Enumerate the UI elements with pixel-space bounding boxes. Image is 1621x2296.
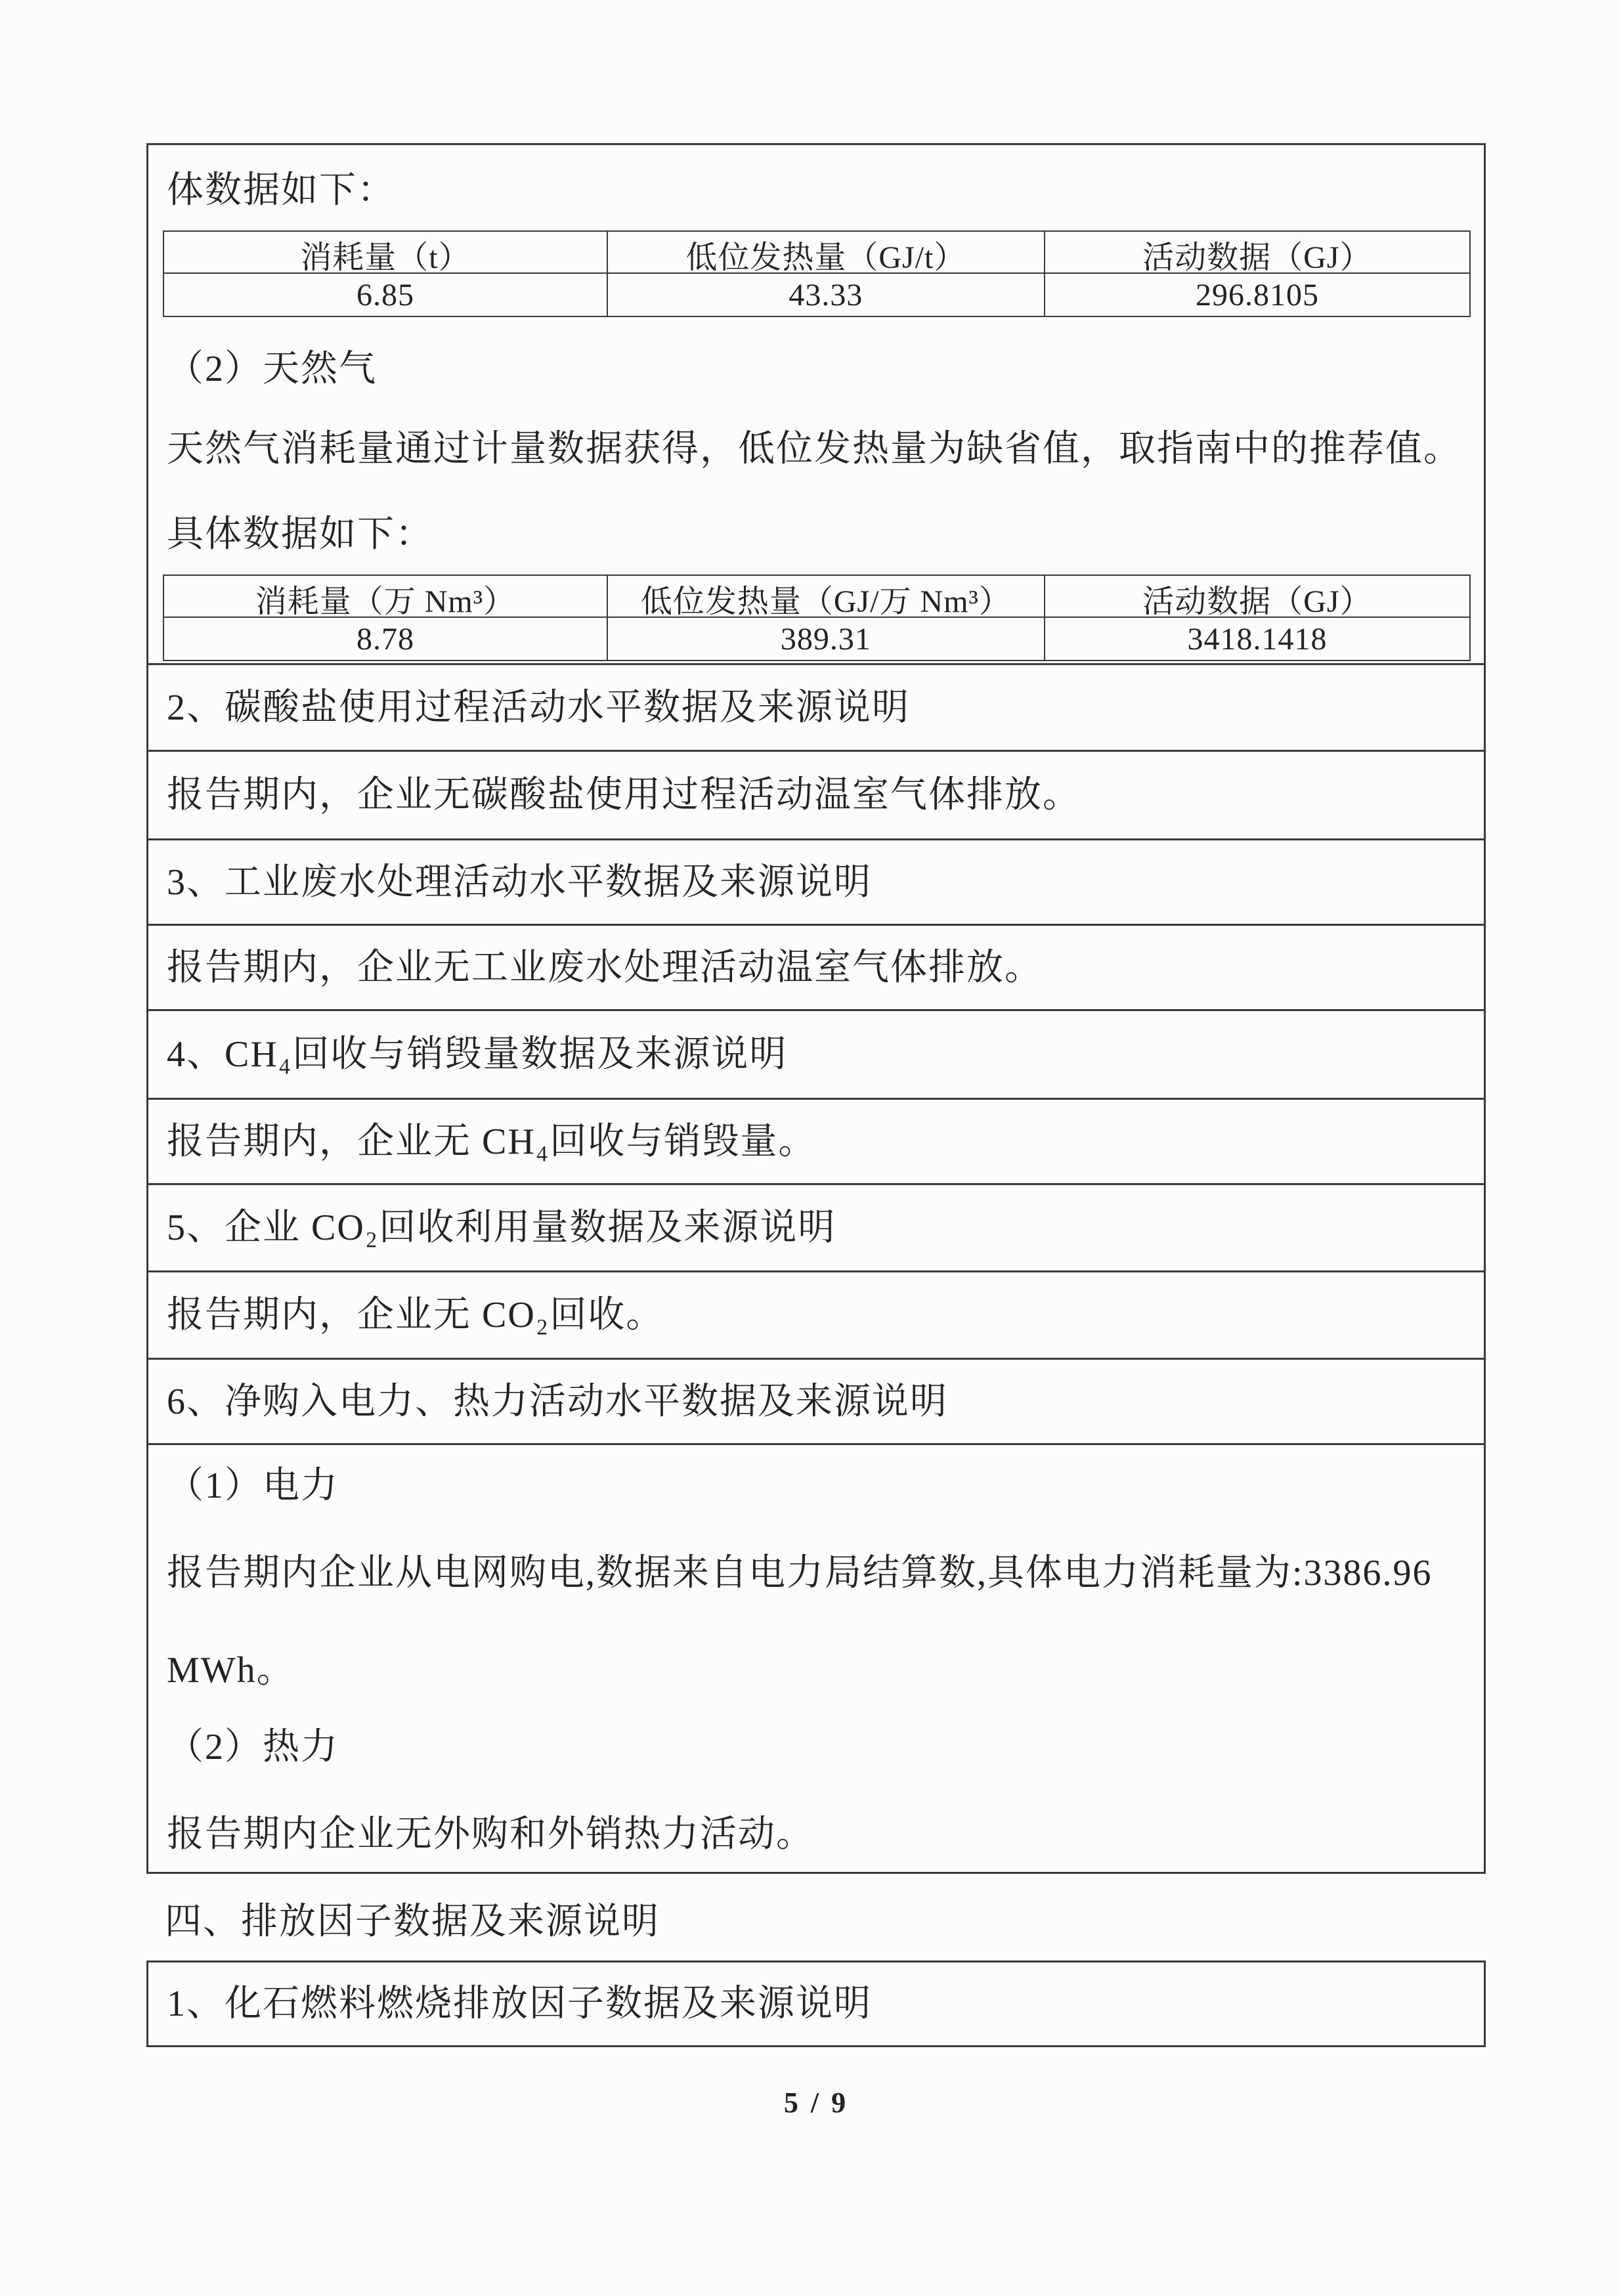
gas-header-heating-value: 低位发热量（GJ/万 Nm³） (608, 576, 1045, 621)
natural-gas-data-intro: 具体数据如下： (167, 514, 433, 555)
emission-factor-section-title: 1、化石燃料燃烧排放因子数据及来源说明 (167, 1983, 872, 2024)
fuel-header-heating-value: 低位发热量（GJ/t） (608, 232, 1045, 277)
gas-header-consumption: 消耗量（万 Nm³） (164, 576, 608, 621)
gas-table-header-row (164, 576, 1469, 618)
section-4-body-row (148, 1100, 1484, 1185)
lead-text: 体数据如下： (167, 170, 395, 211)
fuel-data-table (163, 230, 1471, 317)
section-6-title: 6、净购入电力、热力活动水平数据及来源说明 (167, 1381, 948, 1422)
electricity-paragraph-line2: MWh。 (167, 1650, 295, 1691)
fuel-value-heating-value: 43.33 (608, 274, 1045, 316)
fuel-value-consumption: 6.85 (164, 274, 608, 316)
gas-value-heating-value: 389.31 (608, 618, 1045, 660)
heat-subtitle: （2）热力 (167, 1727, 339, 1767)
fuel-and-gas-row (148, 145, 1484, 665)
emission-factor-table (146, 1960, 1486, 2047)
gas-header-activity-data: 活动数据（GJ） (1142, 584, 1372, 619)
gas-value-activity-data: 3418.1418 (1187, 621, 1328, 657)
natural-gas-data-table (163, 574, 1471, 661)
section-2-title-row (148, 665, 1484, 752)
activity-data-table (146, 143, 1486, 1874)
section-3-title: 3、工业废水处理活动水平数据及来源说明 (167, 861, 872, 903)
natural-gas-paragraph: 天然气消耗量通过计量数据获得，低位发热量为缺省值，取指南中的推荐值。 (167, 429, 1461, 469)
section-5-body-row (148, 1272, 1484, 1360)
section-3-body-row (148, 926, 1484, 1011)
page-number: 5 / 9 (783, 2087, 849, 2119)
section-2-title: 2、碳酸盐使用过程活动水平数据及来源说明 (167, 687, 910, 728)
section-5-body: 报告期内，企业无 CO₂回收。 (167, 1295, 664, 1335)
chapter-4-heading: 四、排放因子数据及来源说明 (165, 1901, 660, 1942)
electricity-paragraph-line1: 报告期内企业从电网购电,数据来自电力局结算数,具体电力消耗量为:3386.96 (167, 1553, 1433, 1593)
section-3-body: 报告期内，企业无工业废水处理活动温室气体排放。 (167, 947, 1043, 988)
section-5-title-row (148, 1185, 1484, 1272)
electricity-subtitle: （1）电力 (167, 1465, 339, 1506)
fuel-value-activity-data: 296.8105 (1195, 277, 1319, 313)
fuel-table-value-row (164, 274, 1469, 316)
section-6-title-row (148, 1360, 1484, 1445)
section-5-title: 5、企业 CO₂回收利用量数据及来源说明 (167, 1207, 836, 1248)
gas-value-consumption: 8.78 (164, 618, 608, 660)
fuel-header-consumption: 消耗量（t） (164, 232, 608, 277)
gas-table-value-row (164, 618, 1469, 660)
heat-paragraph: 报告期内企业无外购和外销热力活动。 (167, 1814, 814, 1855)
section-3-title-row (148, 840, 1484, 926)
page-content (146, 143, 1486, 2121)
section-6-body-row (148, 1445, 1484, 1872)
fuel-table-header-row (164, 232, 1469, 274)
natural-gas-subtitle: （2）天然气 (167, 349, 377, 389)
section-2-body-row (148, 752, 1484, 840)
fuel-header-activity-data: 活动数据（GJ） (1142, 240, 1372, 275)
section-4-title: 4、CH₄回收与销毁量数据及来源说明 (167, 1034, 788, 1075)
section-4-title-row (148, 1011, 1484, 1100)
section-2-body: 报告期内，企业无碳酸盐使用过程活动温室气体排放。 (167, 775, 1081, 815)
section-4-body: 报告期内，企业无 CH₄回收与销毁量。 (167, 1121, 817, 1162)
